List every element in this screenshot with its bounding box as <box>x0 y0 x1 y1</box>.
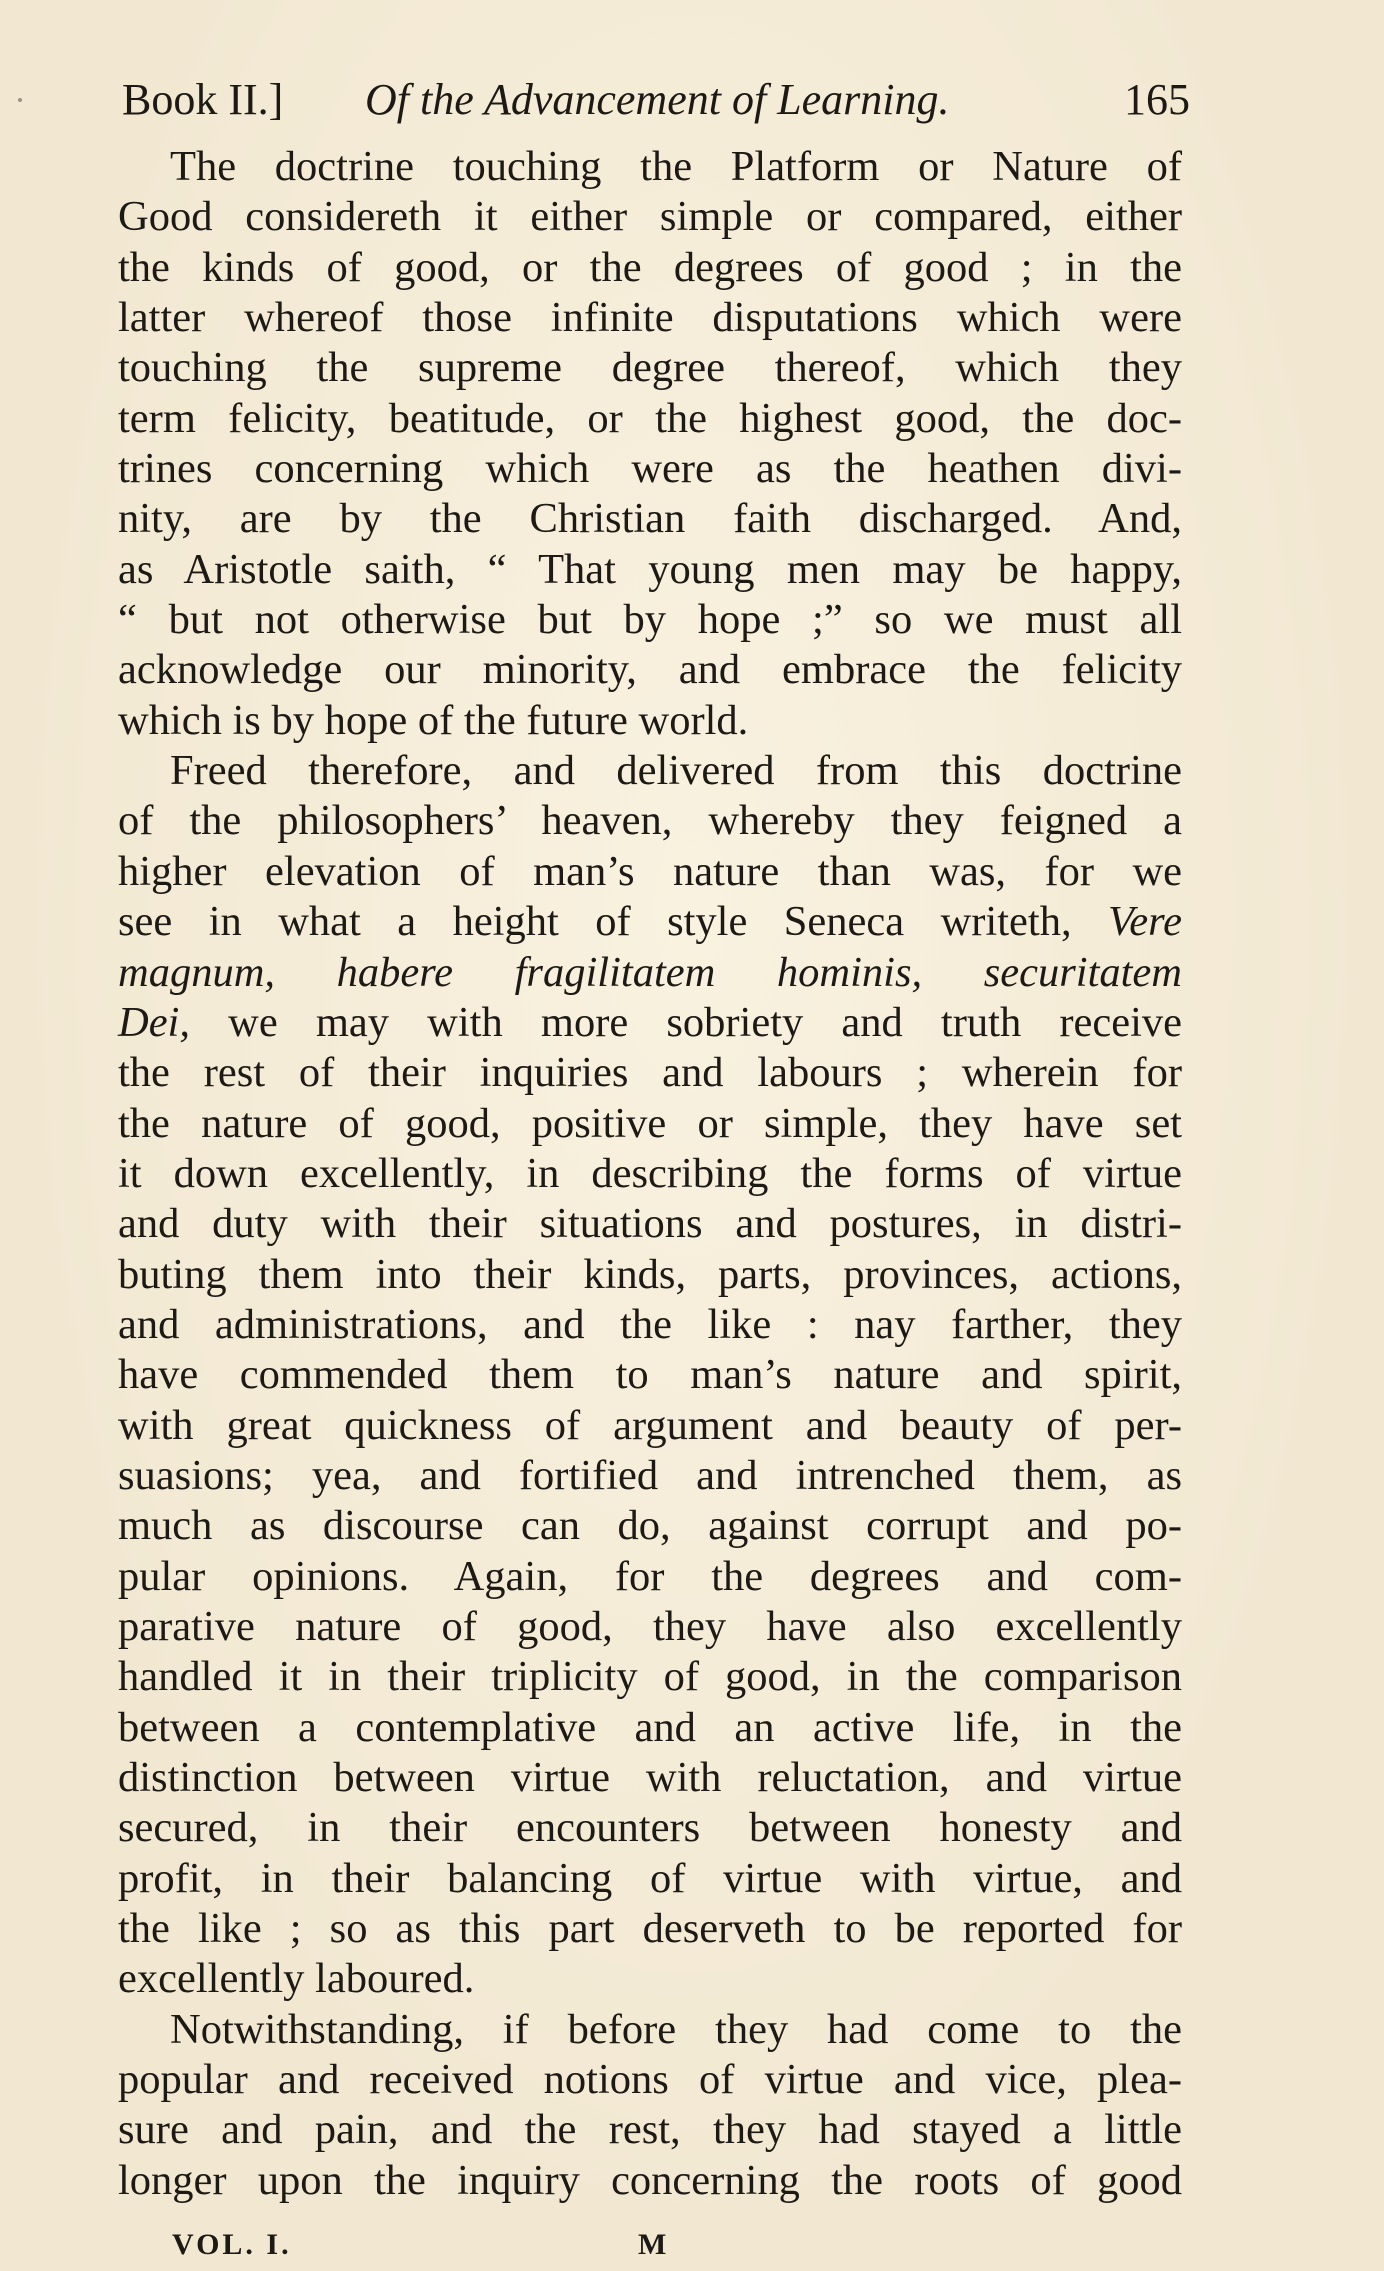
text-line: popular and received notions of virtue and vice, plea- <box>118 2056 1182 2104</box>
text-line: handled it in their triplicity of good, in the comparison <box>118 1653 1182 1701</box>
text-line: between a contemplative and an active life, in the <box>118 1703 1182 1751</box>
text-line: secured, in their encounters between honesty and <box>118 1804 1182 1852</box>
margin-speck <box>18 98 22 102</box>
text-line: nity, are by the Christian faith discharged. And, <box>118 495 1182 543</box>
text-line: Notwithstanding, if before they had come to the <box>170 2005 1182 2053</box>
paragraph-1 <box>118 142 1182 746</box>
text-line: sure and pain, and the rest, they had stayed a little <box>118 2106 1182 2154</box>
text-line: and duty with their situations and postures, in distri- <box>118 1200 1182 1248</box>
page-footer <box>0 2228 1384 2268</box>
italic-latin: Dei, <box>118 998 190 1046</box>
text-line: excellently laboured. <box>118 1955 475 2003</box>
volume-mark: VOL. I. <box>172 2228 292 2261</box>
header-book: Book II.] <box>122 75 284 124</box>
text-line: with great quickness of argument and beauty of per- <box>118 1401 1182 1449</box>
text-line: term felicity, beatitude, or the highest good, the doc- <box>118 394 1182 442</box>
page-number: 165 <box>1124 75 1190 124</box>
text-line: trines concerning which were as the heathen divi- <box>118 445 1182 493</box>
text-line: which is by hope of the future world. <box>118 696 749 744</box>
text-line: parative nature of good, they have also excellently <box>118 1602 1182 1650</box>
text-line: acknowledge our minority, and embrace the felicity <box>118 646 1182 694</box>
paragraph-3 <box>118 2005 1182 2206</box>
italic-latin-line: magnum, habere fragilitatem hominis, securitatem <box>118 948 1182 996</box>
text-line: buting them into their kinds, parts, provinces, actions, <box>118 1250 1182 1298</box>
text-line: and administrations, and the like : nay farther, they <box>118 1300 1182 1348</box>
text-line: Freed therefore, and delivered from this doctrine <box>170 747 1182 795</box>
text-line: much as discourse can do, against corrupt and po- <box>118 1502 1182 1550</box>
text-line-with-italic <box>118 897 1182 947</box>
header-title: Of the Advancement of Learning. <box>365 75 950 124</box>
text-line: suasions; yea, and fortified and intrenched them, as <box>118 1451 1182 1499</box>
text-line: longer upon the inquiry concerning the roots of good <box>118 2156 1182 2204</box>
text-segment: see in what a height of style Seneca writeth, <box>118 898 1072 946</box>
text-line: as Aristotle saith, “ That young men may be happy, <box>118 545 1182 593</box>
text-segment: we may with more sobriety and truth receive <box>228 998 1183 1046</box>
text-line: the nature of good, positive or simple, they have set <box>118 1099 1182 1147</box>
text-line-with-italic <box>118 998 1182 1048</box>
running-header <box>122 68 1190 132</box>
text-line: distinction between virtue with reluctation, and virtue <box>118 1754 1182 1801</box>
text-line: “ but not otherwise but by hope ;” so we must all <box>118 596 1182 644</box>
text-line: of the philosophers’ heaven, whereby they feigned a <box>118 797 1182 845</box>
text-line: pular opinions. Again, for the degrees and com- <box>118 1552 1182 1600</box>
text-line: it down excellently, in describing the forms of virtue <box>118 1149 1182 1197</box>
text-line: touching the supreme degree thereof, which they <box>118 344 1182 392</box>
text-line: the rest of their inquiries and labours ; wherein for <box>118 1049 1182 1097</box>
text-line: Good considereth it either simple or compared, either <box>118 193 1182 241</box>
italic-latin: Vere <box>1108 898 1182 946</box>
text-line: latter whereof those infinite disputations which were <box>118 294 1182 342</box>
text-line: the like ; so as this part deserveth to be reported for <box>118 1905 1182 1953</box>
paragraph-2 <box>118 746 1182 2005</box>
body-text <box>118 142 1182 2206</box>
text-line: The doctrine touching the Platform or Nature of <box>170 143 1182 190</box>
text-line: profit, in their balancing of virtue with virtue, and <box>118 1854 1182 1902</box>
signature-mark: M <box>638 2228 670 2261</box>
text-line: the kinds of good, or the degrees of good ; in the <box>118 243 1182 291</box>
text-line: higher elevation of man’s nature than was, for we <box>118 847 1182 895</box>
text-line: have commended them to man’s nature and spirit, <box>118 1351 1182 1399</box>
